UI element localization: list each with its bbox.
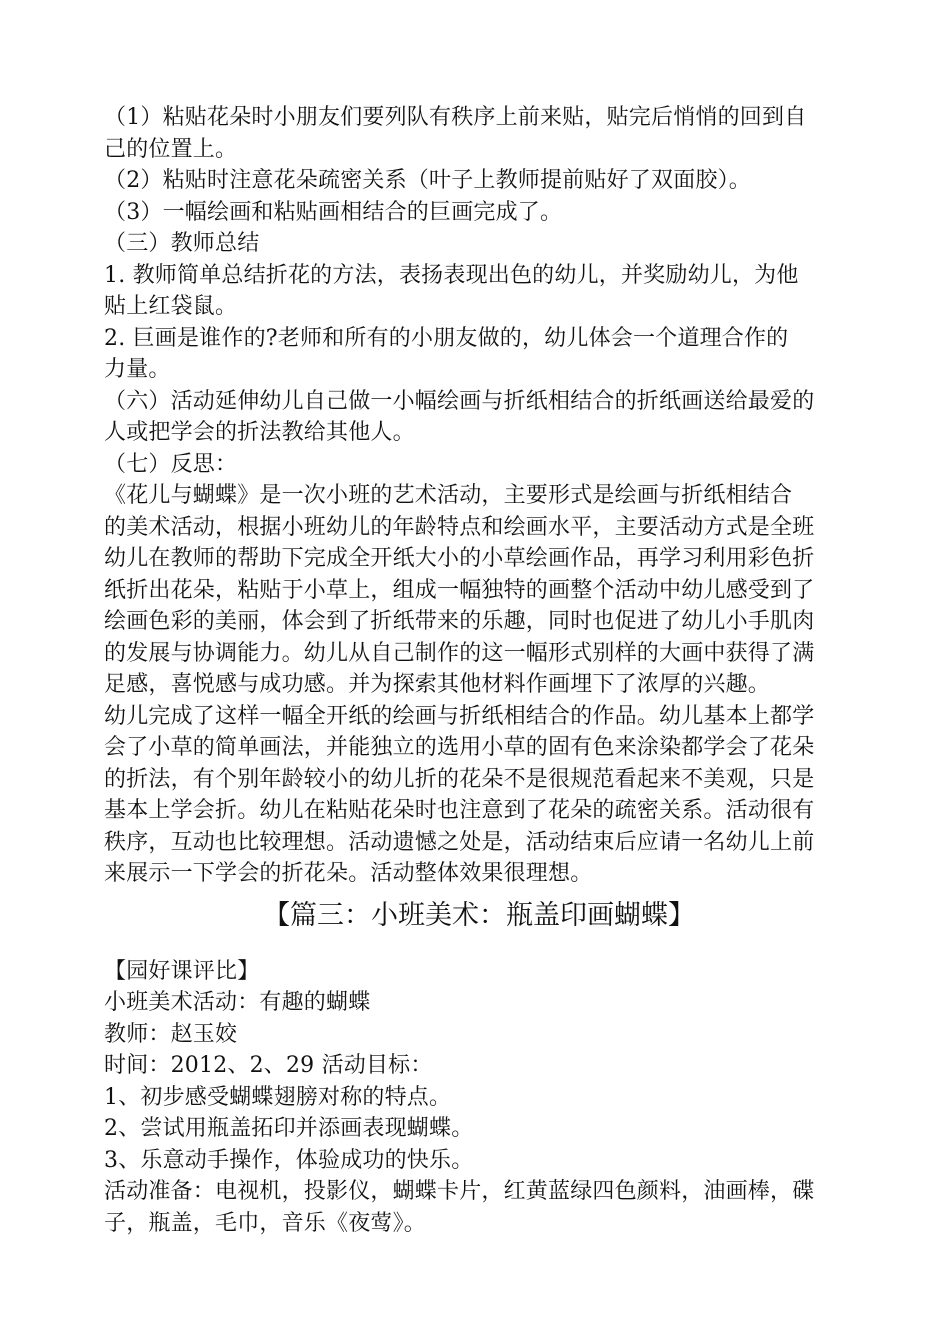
text-line: 会了小草的简单画法，并能独立的选用小草的固有色来涂染都学会了花朵: [104, 735, 815, 760]
text-line: 秩序，互动也比较理想。活动遗憾之处是，活动结束后应请一名幼儿上前: [104, 829, 815, 855]
text-line: 己的位置上。: [104, 136, 238, 162]
text-line: 来展示一下学会的折花朵。活动整体效果很理想。: [104, 861, 593, 886]
text-line: 纸折出花朵，粘贴于小草上，组成一幅独特的画整个活动中幼儿感受到了: [104, 577, 815, 603]
section-lesson-plan: [104, 956, 854, 1240]
text-line: 足感，喜悦感与成功感。并为探索其他材料作画埋下了浓厚的兴趣。: [104, 672, 771, 697]
text-line: 活动准备：电视机，投影仪，蝴蝶卡片，红黄蓝绿四色颜料，油画棒，碟: [104, 1179, 815, 1204]
text-line: （3）一幅绘画和粘贴画相结合的巨画完成了。: [104, 199, 563, 225]
text-line: （六）活动延伸幼儿自己做一小幅绘画与折纸相结合的折纸画送给最爱的: [104, 388, 815, 414]
text-line: 1、初步感受蝴蝶翅膀对称的特点。: [104, 1084, 452, 1110]
text-line: 小班美术活动：有趣的蝴蝶: [104, 990, 371, 1015]
text-line: 幼儿完成了这样一幅全开纸的绘画与折纸相结合的作品。幼儿基本上都学: [104, 703, 815, 729]
document-page: [104, 102, 854, 1239]
text-line: 人或把学会的折法教给其他人。: [104, 420, 415, 445]
text-line: 绘画色彩的美丽，体会到了折纸带来的乐趣，同时也促进了幼儿小手肌肉: [104, 609, 815, 634]
text-line: 2. 巨画是谁作的?老师和所有的小朋友做的，幼儿体会一个道理合作的: [104, 325, 789, 351]
text-line: 子，瓶盖，毛巾，音乐《夜莺》。: [104, 1210, 427, 1236]
text-line: 的美术活动，根据小班幼儿的年龄特点和绘画水平，主要活动方式是全班: [104, 514, 815, 540]
text-line: 基本上学会折。幼儿在粘贴花朵时也注意到了花朵的疏密关系。活动很有: [104, 798, 815, 823]
text-line: （三）教师总结: [104, 231, 260, 256]
text-line: （七）反思：: [104, 451, 238, 477]
text-line: 的发展与协调能力。幼儿从自己制作的这一幅形式别样的大画中获得了满: [104, 640, 815, 666]
text-line: 幼儿在教师的帮助下完成全开纸大小的小草绘画作品，再学习利用彩色折: [104, 546, 815, 571]
text-line: 2、尝试用瓶盖拓印并添画表现蝴蝶。: [104, 1116, 474, 1141]
text-line: 贴上红袋鼠。: [104, 294, 238, 319]
section-heading: 【篇三：小班美术：瓶盖印画蝴蝶】: [263, 899, 695, 931]
section-reflection: [104, 102, 854, 890]
text-line: 的折法，有个别年龄较小的幼儿折的花朵不是很规范看起来不美观，只是: [104, 766, 815, 792]
text-line: 《花儿与蝴蝶》是一次小班的艺术活动，主要形式是绘画与折纸相结合: [104, 483, 793, 508]
text-line: 教师：赵玉姣: [104, 1021, 238, 1047]
text-line: 3、乐意动手操作，体验成功的快乐。: [104, 1147, 474, 1173]
text-line: 1. 教师简单总结折花的方法，表扬表现出色的幼儿，并奖励幼儿，为他: [104, 262, 799, 288]
text-line: （1）粘贴花朵时小朋友们要列队有秩序上前来贴，贴完后悄悄的回到自: [104, 105, 807, 130]
text-line: 【园好课评比】: [104, 958, 260, 984]
text-line: 力量。: [104, 357, 171, 382]
text-line: 时间：2012、2、29 活动目标：: [104, 1053, 433, 1078]
text-line: （2）粘贴时注意花朵疏密关系（叶子上教师提前贴好了双面胶）。: [104, 168, 751, 193]
